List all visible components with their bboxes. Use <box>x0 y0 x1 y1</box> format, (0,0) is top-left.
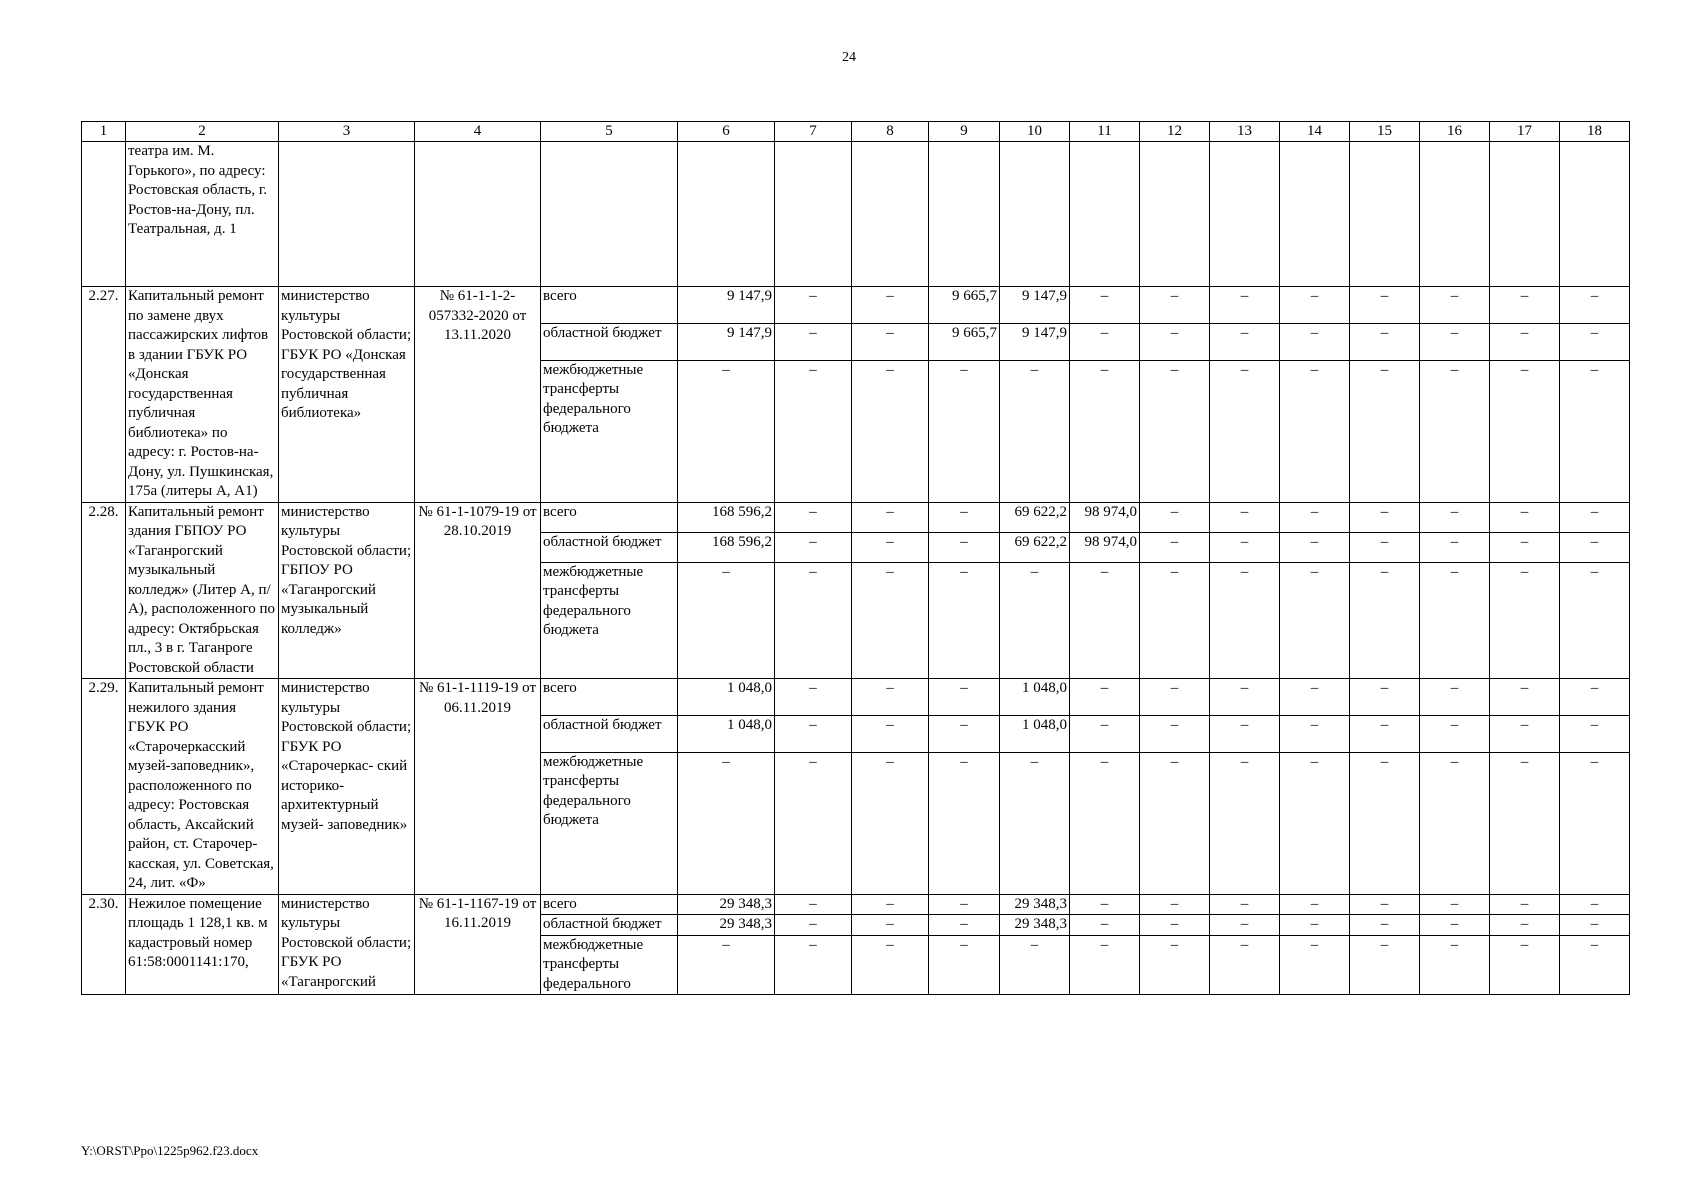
column-number-header: 13 <box>1210 122 1280 142</box>
page-number: 24 <box>842 50 856 65</box>
value-cell: 9 147,9 <box>678 287 775 324</box>
column-number-header: 10 <box>1000 122 1070 142</box>
value-dash: – <box>1210 532 1280 562</box>
value-dash: – <box>1490 360 1560 502</box>
value-dash: – <box>1210 935 1280 995</box>
object-row <box>82 502 1630 532</box>
value-dash: – <box>1350 679 1420 716</box>
value-dash: – <box>852 532 929 562</box>
value-dash: – <box>1420 894 1490 915</box>
value-dash: – <box>1210 679 1280 716</box>
column-number-header: 6 <box>678 122 775 142</box>
value-dash: – <box>775 894 852 915</box>
value-dash: – <box>1420 715 1490 752</box>
value-cell: 1 048,0 <box>678 715 775 752</box>
funding-source-label: областной бюджет <box>541 915 678 936</box>
value-cell: 1 048,0 <box>1000 679 1070 716</box>
value-dash: – <box>1420 752 1490 894</box>
value-dash: – <box>1420 532 1490 562</box>
value-cell: 29 348,3 <box>678 894 775 915</box>
cell-empty <box>775 142 852 287</box>
value-dash: – <box>775 532 852 562</box>
value-dash: – <box>1560 679 1630 716</box>
value-dash: – <box>775 562 852 678</box>
value-dash: – <box>1070 915 1140 936</box>
value-dash: – <box>1420 679 1490 716</box>
value-dash: – <box>1560 894 1630 915</box>
value-dash: – <box>1070 935 1140 995</box>
funding-source-label: областной бюджет <box>541 532 678 562</box>
value-dash: – <box>1560 935 1630 995</box>
value-dash: – <box>1210 360 1280 502</box>
funding-source-label: межбюджетные трансферты федерального бюджета <box>541 752 678 894</box>
value-dash: – <box>1560 715 1630 752</box>
value-dash: – <box>852 894 929 915</box>
value-dash: – <box>775 715 852 752</box>
value-dash: – <box>1210 562 1280 678</box>
value-dash: – <box>1210 752 1280 894</box>
object-name: театра им. М. Горького», по адресу: Ростовская область, г. Ростов-на-Дону, пл. Театральная, д. 1 <box>126 142 279 287</box>
value-cell: 9 147,9 <box>1000 323 1070 360</box>
value-dash: – <box>1560 532 1630 562</box>
data-table <box>81 121 1630 995</box>
cell-empty <box>852 142 929 287</box>
value-dash: – <box>1070 360 1140 502</box>
value-dash: – <box>1420 360 1490 502</box>
value-dash: – <box>1140 532 1210 562</box>
value-cell: 29 348,3 <box>1000 915 1070 936</box>
cell-empty <box>1070 142 1140 287</box>
value-cell: 168 596,2 <box>678 532 775 562</box>
value-dash: – <box>929 679 1000 716</box>
value-dash: – <box>1210 323 1280 360</box>
value-dash: – <box>775 915 852 936</box>
value-dash: – <box>1420 502 1490 532</box>
value-dash: – <box>1490 894 1560 915</box>
value-dash: – <box>1350 752 1420 894</box>
value-dash: – <box>1000 752 1070 894</box>
value-dash: – <box>775 752 852 894</box>
value-dash: – <box>1210 287 1280 324</box>
value-dash: – <box>1280 532 1350 562</box>
column-number-header: 7 <box>775 122 852 142</box>
funding-source-label: всего <box>541 679 678 716</box>
object-name: Капитальный ремонт по замене двух пассажирских лифтов в здании ГБУК РО «Донская государственная публичная библиотека» по адресу: г. Ростов-на-Дону, ул. Пушкинская, 175а (литеры А, А1) <box>126 287 279 503</box>
column-number-header: 14 <box>1280 122 1350 142</box>
value-dash: – <box>852 562 929 678</box>
document-ref: № 61-1-1167-19 от 16.11.2019 <box>415 894 541 995</box>
value-dash: – <box>929 562 1000 678</box>
value-dash: – <box>852 360 929 502</box>
value-dash: – <box>678 935 775 995</box>
value-dash: – <box>1070 287 1140 324</box>
value-dash: – <box>1280 287 1350 324</box>
column-number-header: 17 <box>1490 122 1560 142</box>
value-dash: – <box>1560 915 1630 936</box>
value-cell: 69 622,2 <box>1000 532 1070 562</box>
object-row <box>82 287 1630 324</box>
column-number-row <box>82 122 1630 142</box>
cell-empty <box>1560 142 1630 287</box>
value-cell: 168 596,2 <box>678 502 775 532</box>
value-dash: – <box>1280 915 1350 936</box>
value-dash: – <box>1280 935 1350 995</box>
value-dash: – <box>1350 915 1420 936</box>
value-dash: – <box>678 752 775 894</box>
value-dash: – <box>1420 562 1490 678</box>
value-dash: – <box>1140 502 1210 532</box>
value-dash: – <box>1000 935 1070 995</box>
document-ref: № 61-1-1119-19 от 06.11.2019 <box>415 679 541 895</box>
funding-source-label: межбюджетные трансферты федерального бюджета <box>541 360 678 502</box>
value-dash: – <box>852 752 929 894</box>
value-cell: 29 348,3 <box>678 915 775 936</box>
value-dash: – <box>1490 752 1560 894</box>
value-dash: – <box>929 752 1000 894</box>
value-dash: – <box>1140 915 1210 936</box>
cell-empty <box>1350 142 1420 287</box>
value-dash: – <box>1070 752 1140 894</box>
file-path-footer: Y:\ORST\Ppo\1225p962.f23.docx <box>81 1143 259 1158</box>
value-dash: – <box>1070 894 1140 915</box>
value-dash: – <box>1140 360 1210 502</box>
cell-empty <box>415 142 541 287</box>
funding-source-label: межбюджетные трансферты федерального <box>541 935 678 995</box>
value-dash: – <box>1280 894 1350 915</box>
object-name: Капитальный ремонт здания ГБПОУ РО «Таганрогский музыкальный колледж» (Литер А, п/А), расположенного по адресу: Октябрьская пл., 3 в г. Таганроге Ростовской области <box>126 502 279 679</box>
cell-empty <box>279 142 415 287</box>
value-dash: – <box>1350 715 1420 752</box>
column-number-header: 9 <box>929 122 1000 142</box>
object-row <box>82 679 1630 716</box>
cell-empty <box>1420 142 1490 287</box>
value-dash: – <box>1560 323 1630 360</box>
object-number: 2.29. <box>82 679 126 895</box>
column-number-header: 8 <box>852 122 929 142</box>
value-dash: – <box>1350 562 1420 678</box>
value-cell: 98 974,0 <box>1070 502 1140 532</box>
value-dash: – <box>775 502 852 532</box>
value-dash: – <box>1490 323 1560 360</box>
value-dash: – <box>1560 360 1630 502</box>
value-cell: 9 665,7 <box>929 323 1000 360</box>
cell-empty <box>1490 142 1560 287</box>
column-number-header: 12 <box>1140 122 1210 142</box>
value-dash: – <box>678 360 775 502</box>
column-number-header: 4 <box>415 122 541 142</box>
value-dash: – <box>775 323 852 360</box>
value-dash: – <box>1070 323 1140 360</box>
cell-empty <box>1000 142 1070 287</box>
object-number: 2.28. <box>82 502 126 679</box>
value-dash: – <box>1560 502 1630 532</box>
value-dash: – <box>852 935 929 995</box>
value-dash: – <box>929 360 1000 502</box>
value-dash: – <box>1490 715 1560 752</box>
value-dash: – <box>1070 679 1140 716</box>
responsible-org: министерство культуры Ростовской области; ГБУК РО «Старочеркас- ский историко- архитектурный музей- заповедник» <box>279 679 415 895</box>
responsible-org: министерство культуры Ростовской области; ГБПОУ РО «Таганрогский музыкальный колледж» <box>279 502 415 679</box>
object-number: 2.27. <box>82 287 126 503</box>
value-dash: – <box>1490 532 1560 562</box>
funding-source-label: областной бюджет <box>541 715 678 752</box>
value-dash: – <box>1140 287 1210 324</box>
value-dash: – <box>1140 752 1210 894</box>
value-dash: – <box>929 502 1000 532</box>
value-dash: – <box>1420 915 1490 936</box>
column-number-header: 5 <box>541 122 678 142</box>
value-cell: 1 048,0 <box>1000 715 1070 752</box>
continuation-row <box>82 142 1630 287</box>
value-dash: – <box>775 935 852 995</box>
value-dash: – <box>1560 752 1630 894</box>
value-cell: 9 665,7 <box>929 287 1000 324</box>
column-number-header: 11 <box>1070 122 1140 142</box>
value-dash: – <box>1000 360 1070 502</box>
value-dash: – <box>1210 915 1280 936</box>
object-name: Нежилое помещение площадь 1 128,1 кв. м кадастровый номер 61:58:0001141:170, <box>126 894 279 995</box>
value-dash: – <box>775 287 852 324</box>
object-row <box>82 894 1630 915</box>
value-dash: – <box>1210 894 1280 915</box>
value-dash: – <box>1280 562 1350 678</box>
cell-empty <box>929 142 1000 287</box>
responsible-org: министерство культуры Ростовской области; ГБУК РО «Донская государственная публичная библиотека» <box>279 287 415 503</box>
column-number-header: 18 <box>1560 122 1630 142</box>
funding-source-label: всего <box>541 287 678 324</box>
column-number-header: 16 <box>1420 122 1490 142</box>
value-cell: 1 048,0 <box>678 679 775 716</box>
value-dash: – <box>929 935 1000 995</box>
value-dash: – <box>1280 323 1350 360</box>
value-dash: – <box>1280 679 1350 716</box>
value-dash: – <box>1560 287 1630 324</box>
value-dash: – <box>1560 562 1630 678</box>
value-dash: – <box>852 502 929 532</box>
object-number: 2.30. <box>82 894 126 995</box>
responsible-org: министерство культуры Ростовской области; ГБУК РО «Таганрогский <box>279 894 415 995</box>
cell-id <box>82 142 126 287</box>
value-dash: – <box>929 715 1000 752</box>
value-dash: – <box>1280 360 1350 502</box>
cell-empty <box>1210 142 1280 287</box>
value-dash: – <box>775 360 852 502</box>
value-dash: – <box>1140 323 1210 360</box>
value-dash: – <box>852 287 929 324</box>
value-dash: – <box>852 323 929 360</box>
value-dash: – <box>929 894 1000 915</box>
funding-source-label: областной бюджет <box>541 323 678 360</box>
value-dash: – <box>1420 935 1490 995</box>
object-name: Капитальный ремонт нежилого здания ГБУК РО «Старочеркасский музей-заповедник», расположенного по адресу: Ростовская область, Аксайский район, ст. Старочер- касская, ул. Советская, 24, лит. «Ф» <box>126 679 279 895</box>
column-number-header: 3 <box>279 122 415 142</box>
value-dash: – <box>1280 502 1350 532</box>
cell-empty <box>678 142 775 287</box>
value-dash: – <box>1140 715 1210 752</box>
value-dash: – <box>852 715 929 752</box>
cell-empty <box>541 142 678 287</box>
value-dash: – <box>1000 562 1070 678</box>
column-number-header: 2 <box>126 122 279 142</box>
funding-source-label: межбюджетные трансферты федерального бюджета <box>541 562 678 678</box>
cell-empty <box>1280 142 1350 287</box>
value-dash: – <box>1280 715 1350 752</box>
value-dash: – <box>1070 715 1140 752</box>
document-ref: № 61-1-1079-19 от 28.10.2019 <box>415 502 541 679</box>
value-dash: – <box>1490 287 1560 324</box>
value-dash: – <box>1490 502 1560 532</box>
value-dash: – <box>1350 894 1420 915</box>
cell-empty <box>1140 142 1210 287</box>
value-dash: – <box>1210 715 1280 752</box>
funding-source-label: всего <box>541 502 678 532</box>
value-dash: – <box>1420 323 1490 360</box>
value-dash: – <box>1140 894 1210 915</box>
value-dash: – <box>775 679 852 716</box>
value-dash: – <box>1490 562 1560 678</box>
value-dash: – <box>1280 752 1350 894</box>
value-dash: – <box>1350 502 1420 532</box>
value-cell: 29 348,3 <box>1000 894 1070 915</box>
value-dash: – <box>1490 679 1560 716</box>
value-cell: 69 622,2 <box>1000 502 1070 532</box>
value-dash: – <box>929 915 1000 936</box>
value-dash: – <box>1350 532 1420 562</box>
value-dash: – <box>1490 915 1560 936</box>
value-dash: – <box>852 915 929 936</box>
document-ref: № 61-1-1-2- 057332-2020 от 13.11.2020 <box>415 287 541 503</box>
value-dash: – <box>1140 562 1210 678</box>
value-dash: – <box>678 562 775 678</box>
value-dash: – <box>1350 287 1420 324</box>
column-number-header: 1 <box>82 122 126 142</box>
value-cell: 98 974,0 <box>1070 532 1140 562</box>
column-number-header: 15 <box>1350 122 1420 142</box>
value-dash: – <box>1070 562 1140 678</box>
value-dash: – <box>929 532 1000 562</box>
value-dash: – <box>852 679 929 716</box>
value-dash: – <box>1140 679 1210 716</box>
value-dash: – <box>1350 323 1420 360</box>
value-dash: – <box>1420 287 1490 324</box>
value-cell: 9 147,9 <box>678 323 775 360</box>
funding-source-label: всего <box>541 894 678 915</box>
value-dash: – <box>1350 360 1420 502</box>
value-dash: – <box>1350 935 1420 995</box>
value-cell: 9 147,9 <box>1000 287 1070 324</box>
value-dash: – <box>1210 502 1280 532</box>
value-dash: – <box>1490 935 1560 995</box>
table-body <box>82 142 1630 995</box>
value-dash: – <box>1140 935 1210 995</box>
